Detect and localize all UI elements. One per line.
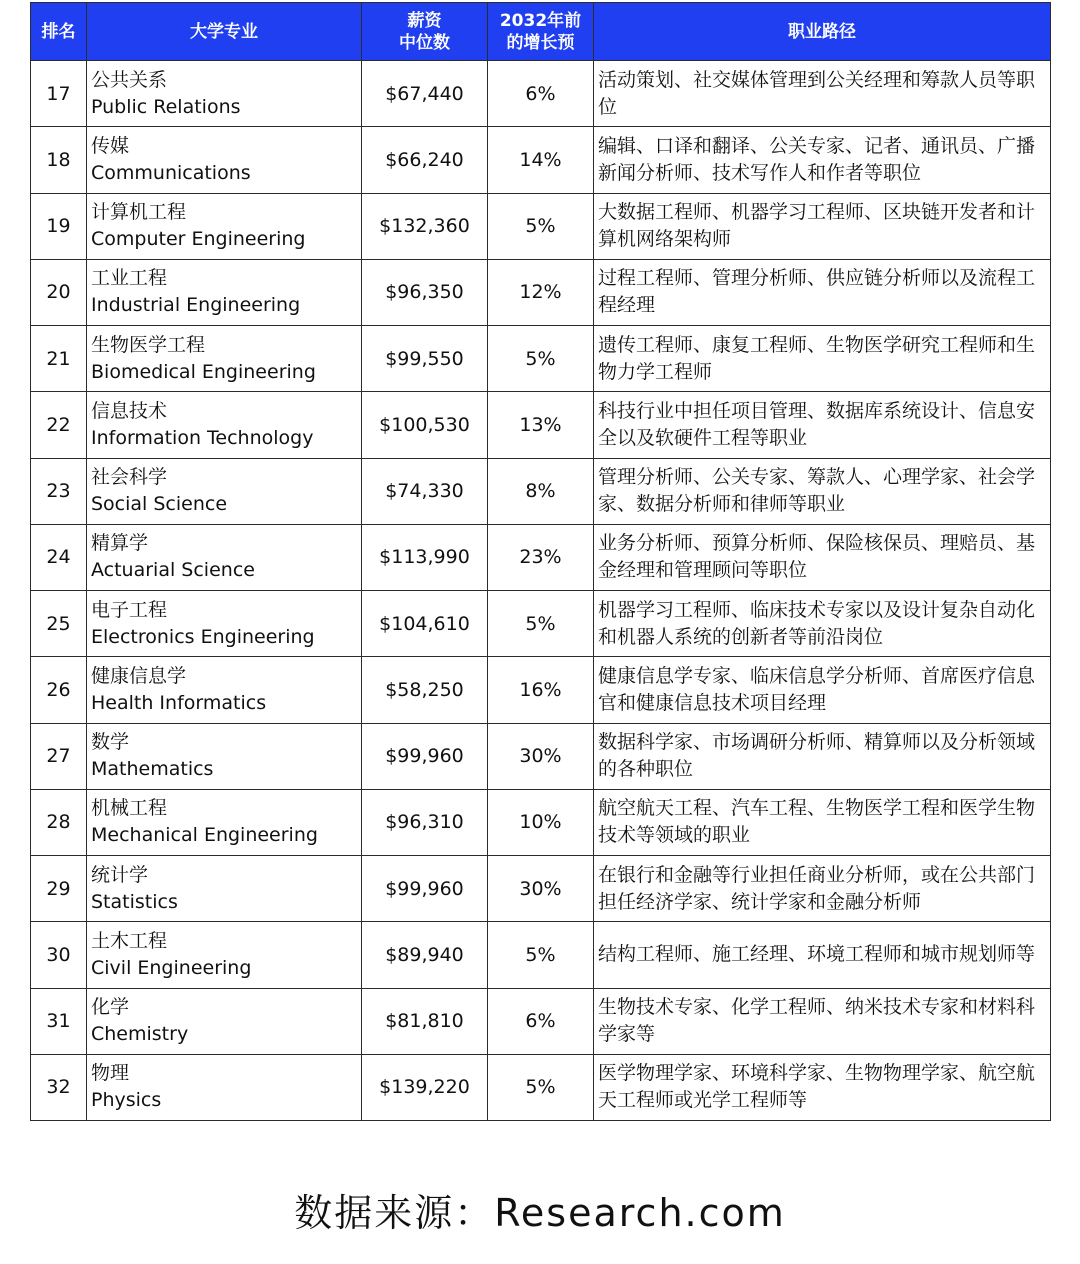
major-cn: 数学 (91, 731, 130, 754)
career-path-cell: 遗传工程师、康复工程师、生物医学研究工程师和生物力学工程师 (594, 326, 1051, 392)
major-en: Public Relations (91, 95, 241, 118)
major-cell (87, 127, 362, 193)
major-cell (87, 61, 362, 127)
major-en: Computer Engineering (91, 228, 306, 251)
major-cn: 社会科学 (91, 466, 168, 489)
table-row (31, 193, 1051, 259)
growth-cell: 30% (488, 723, 594, 789)
growth-cell: 5% (488, 591, 594, 657)
table-row (31, 392, 1051, 458)
header-growth-line1: 2032年前 (499, 10, 582, 31)
salary-cell: $96,350 (362, 259, 488, 325)
major-en: Social Science (91, 493, 228, 516)
salary-cell: $104,610 (362, 591, 488, 657)
major-en: Information Technology (91, 426, 314, 449)
table-row (31, 723, 1051, 789)
salary-cell: $67,440 (362, 61, 488, 127)
rank-cell: 23 (31, 458, 87, 524)
major-cn: 统计学 (91, 863, 149, 886)
major-en: Civil Engineering (91, 956, 252, 979)
rank-cell: 26 (31, 657, 87, 723)
major-en: Industrial Engineering (91, 294, 301, 317)
salary-cell: $113,990 (362, 524, 488, 590)
major-cell (87, 856, 362, 922)
header-row (31, 3, 1051, 61)
major-cn: 化学 (91, 996, 130, 1019)
growth-cell: 12% (488, 259, 594, 325)
career-path-cell: 大数据工程师、机器学习工程师、区块链开发者和计算机网络架构师 (594, 193, 1051, 259)
career-path-cell: 健康信息学专家、临床信息学分析师、首席医疗信息官和健康信息技术项目经理 (594, 657, 1051, 723)
data-source-note: 数据来源：Research.com (294, 1191, 786, 1235)
major-en: Statistics (91, 890, 178, 913)
growth-cell: 5% (488, 922, 594, 988)
career-path-cell: 在银行和金融等行业担任商业分析师，或在公共部门担任经济学家、统计学家和金融分析师 (594, 856, 1051, 922)
growth-cell: 6% (488, 61, 594, 127)
major-cn: 物理 (91, 1062, 130, 1085)
major-cell (87, 193, 362, 259)
growth-cell: 23% (488, 524, 594, 590)
major-cn: 健康信息学 (91, 664, 187, 687)
major-cell (87, 723, 362, 789)
salary-cell: $89,940 (362, 922, 488, 988)
career-path-cell: 过程工程师、管理分析师、供应链分析师以及流程工程经理 (594, 259, 1051, 325)
major-en: Mechanical Engineering (91, 824, 318, 847)
major-en: Biomedical Engineering (91, 360, 316, 383)
major-en: Physics (91, 1089, 162, 1112)
majors-table (30, 2, 1051, 1121)
salary-cell: $96,310 (362, 789, 488, 855)
major-en: Chemistry (91, 1023, 189, 1046)
major-en: Mathematics (91, 758, 214, 781)
major-cell (87, 524, 362, 590)
rank-cell: 31 (31, 988, 87, 1054)
major-cn: 计算机工程 (91, 201, 187, 224)
header-major: 大学专业 (87, 3, 362, 61)
table-row (31, 61, 1051, 127)
major-cn: 公共关系 (91, 68, 168, 91)
career-path-cell: 航空航天工程、汽车工程、生物医学工程和医学生物技术等领域的职业 (594, 789, 1051, 855)
career-path-cell: 活动策划、社交媒体管理到公关经理和筹款人员等职位 (594, 61, 1051, 127)
header-growth (488, 3, 594, 61)
major-cn: 电子工程 (91, 598, 168, 621)
salary-cell: $58,250 (362, 657, 488, 723)
rank-cell: 21 (31, 326, 87, 392)
header-salary-line2: 中位数 (399, 32, 450, 53)
major-cn: 精算学 (91, 532, 149, 555)
major-cell (87, 326, 362, 392)
major-cn: 信息技术 (91, 399, 168, 422)
growth-cell: 6% (488, 988, 594, 1054)
rank-cell: 32 (31, 1054, 87, 1120)
career-path-cell: 医学物理学家、环境科学家、生物物理学家、航空航天工程师或光学工程师等 (594, 1054, 1051, 1120)
header-career-path: 职业路径 (594, 3, 1051, 61)
major-cn: 机械工程 (91, 797, 168, 820)
table-row (31, 259, 1051, 325)
major-en: Health Informatics (91, 691, 267, 714)
rank-cell: 30 (31, 922, 87, 988)
rank-cell: 18 (31, 127, 87, 193)
rank-cell: 28 (31, 789, 87, 855)
growth-cell: 10% (488, 789, 594, 855)
rank-cell: 29 (31, 856, 87, 922)
header-salary (362, 3, 488, 61)
rank-cell: 17 (31, 61, 87, 127)
growth-cell: 13% (488, 392, 594, 458)
table-row (31, 789, 1051, 855)
table-row (31, 856, 1051, 922)
salary-cell: $139,220 (362, 1054, 488, 1120)
career-path-cell: 科技行业中担任项目管理、数据库系统设计、信息安全以及软硬件工程等职业 (594, 392, 1051, 458)
rank-cell: 22 (31, 392, 87, 458)
growth-cell: 5% (488, 326, 594, 392)
salary-cell: $99,960 (362, 856, 488, 922)
major-cell (87, 789, 362, 855)
career-path-cell: 数据科学家、市场调研分析师、精算师以及分析领域的各种职位 (594, 723, 1051, 789)
growth-cell: 14% (488, 127, 594, 193)
major-en: Actuarial Science (91, 559, 255, 582)
header-growth-line2: 的增长预 (506, 32, 575, 53)
major-cell (87, 1054, 362, 1120)
table-row (31, 591, 1051, 657)
table-row (31, 326, 1051, 392)
growth-cell: 5% (488, 193, 594, 259)
career-path-cell: 结构工程师、施工经理、环境工程师和城市规划师等 (594, 922, 1051, 988)
career-path-cell: 管理分析师、公关专家、筹款人、心理学家、社会学家、数据分析师和律师等职业 (594, 458, 1051, 524)
major-cell (87, 922, 362, 988)
major-cell (87, 392, 362, 458)
career-path-cell: 编辑、口译和翻译、公关专家、记者、通讯员、广播新闻分析师、技术写作人和作者等职位 (594, 127, 1051, 193)
career-path-cell: 生物技术专家、化学工程师、纳米技术专家和材料科学家等 (594, 988, 1051, 1054)
major-en: Communications (91, 161, 251, 184)
major-cell (87, 591, 362, 657)
rank-cell: 25 (31, 591, 87, 657)
table-row (31, 458, 1051, 524)
rank-cell: 19 (31, 193, 87, 259)
major-cn: 传媒 (91, 134, 130, 157)
table-row (31, 657, 1051, 723)
rank-cell: 27 (31, 723, 87, 789)
salary-cell: $99,550 (362, 326, 488, 392)
major-cn: 工业工程 (91, 267, 168, 290)
career-path-cell: 机器学习工程师、临床技术专家以及设计复杂自动化和机器人系统的创新者等前沿岗位 (594, 591, 1051, 657)
growth-cell: 8% (488, 458, 594, 524)
salary-cell: $74,330 (362, 458, 488, 524)
major-cell (87, 259, 362, 325)
table-row (31, 988, 1051, 1054)
header-rank: 排名 (31, 3, 87, 61)
salary-cell: $81,810 (362, 988, 488, 1054)
rank-cell: 20 (31, 259, 87, 325)
salary-cell: $66,240 (362, 127, 488, 193)
table-row (31, 524, 1051, 590)
major-cell (87, 458, 362, 524)
salary-cell: $99,960 (362, 723, 488, 789)
career-path-cell: 业务分析师、预算分析师、保险核保员、理赔员、基金经理和管理顾问等职位 (594, 524, 1051, 590)
major-cell (87, 988, 362, 1054)
growth-cell: 5% (488, 1054, 594, 1120)
major-cn: 土木工程 (91, 929, 168, 952)
table-row (31, 1054, 1051, 1120)
table-row (31, 127, 1051, 193)
rank-cell: 24 (31, 524, 87, 590)
major-en: Electronics Engineering (91, 625, 315, 648)
salary-cell: $132,360 (362, 193, 488, 259)
growth-cell: 16% (488, 657, 594, 723)
table-row (31, 922, 1051, 988)
growth-cell: 30% (488, 856, 594, 922)
salary-cell: $100,530 (362, 392, 488, 458)
major-cell (87, 657, 362, 723)
major-cn: 生物医学工程 (91, 333, 206, 356)
header-salary-line1: 薪资 (407, 10, 442, 31)
